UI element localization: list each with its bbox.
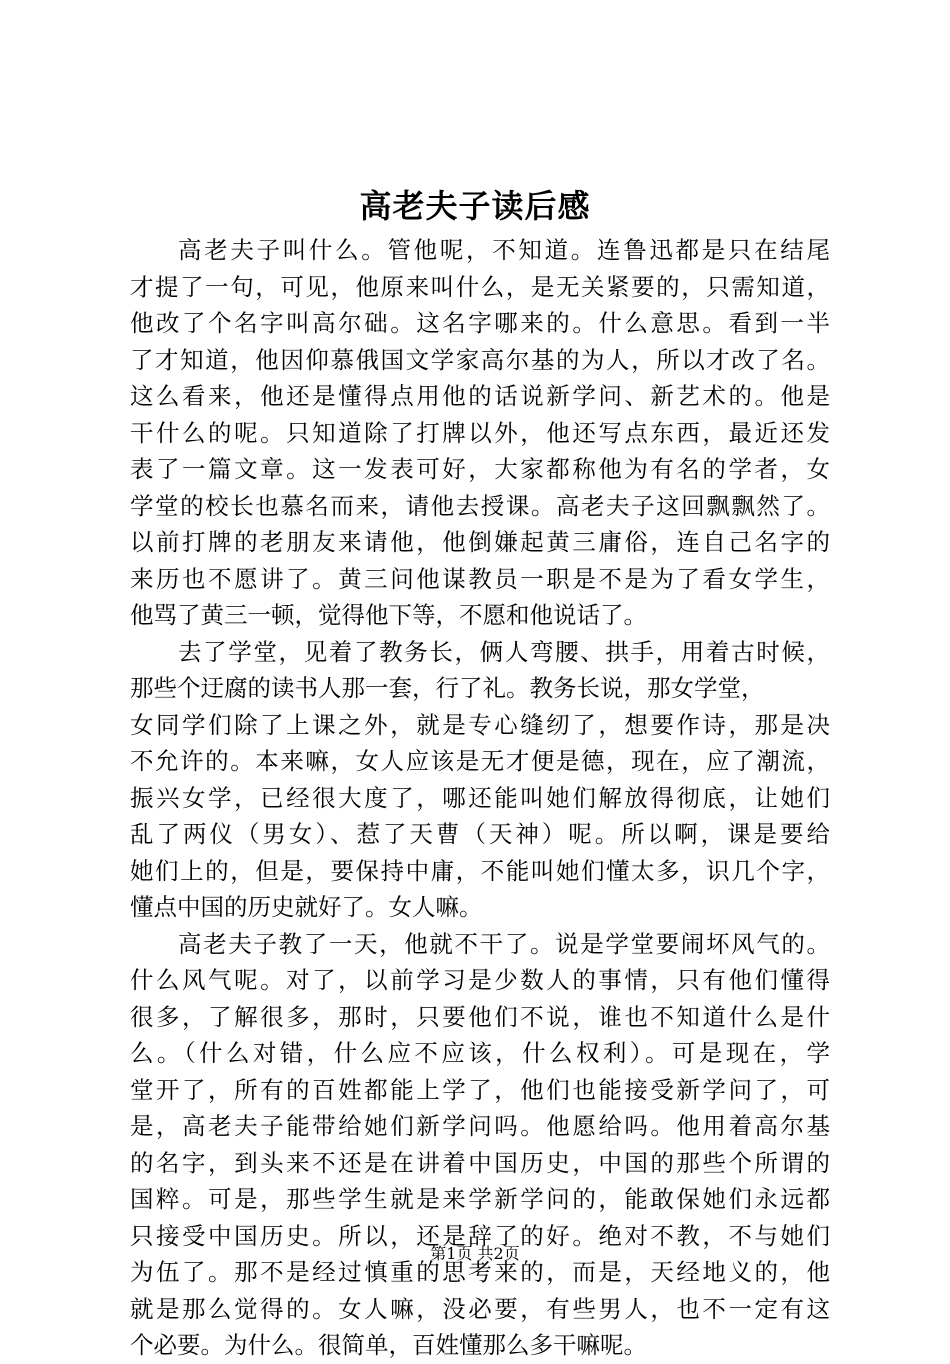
text-line: 只接受中国历史。所以，还是辞了的好。绝对不教，不与她们: [130, 1221, 830, 1250]
text-line: 才提了一句，可见，他原来叫什么，是无关紧要的，只需知道，: [130, 272, 830, 301]
text-line: 个必要。为什么。很简单，百姓懂那么多干嘛呢。: [130, 1331, 647, 1359]
text-line: 她们上的，但是，要保持中庸，不能叫她们懂太多，识几个字，: [130, 856, 830, 885]
paragraph: [130, 926, 830, 1364]
text-line: 学堂的校长也慕名而来，请他去授课。高老夫子这回飘飘然了。: [130, 491, 830, 520]
text-line: 了才知道，他因仰慕俄国文学家高尔基的为人，所以才改了名。: [130, 345, 830, 374]
text-line: 来历也不愿讲了。黄三问他谋教员一职是不是为了看女学生，: [130, 564, 830, 593]
text-line: 他骂了黄三一顿，觉得他下等，不愿和他说话了。: [130, 601, 647, 629]
document-body: [130, 232, 830, 1364]
text-line: 去了学堂，见着了教务长，俩人弯腰、拱手，用着古时候，: [178, 637, 830, 666]
text-line: 高老夫子教了一天，他就不干了。说是学堂要闹坏风气的。: [178, 929, 830, 958]
text-line: 不允许的。本来嘛，女人应该是无才便是德，现在，应了潮流，: [130, 747, 830, 775]
paragraph: [130, 232, 830, 634]
text-line: 什么风气呢。对了，以前学习是少数人的事情，只有他们懂得: [130, 966, 830, 994]
text-line: 他改了个名字叫高尔础。这名字哪来的。什么意思。看到一半: [130, 309, 830, 337]
text-line: 表了一篇文章。这一发表可好，大家都称他为有名的学者，女: [130, 455, 830, 483]
text-line: 是，高老夫子能带给她们新学问吗。他愿给吗。他用着高尔基: [130, 1112, 830, 1140]
text-line: 乱了两仪（男女）、惹了天曹（天神）呢。所以啊，课是要给: [130, 820, 830, 848]
page-footer: 第1页 共2页: [430, 1244, 520, 1263]
paragraph: [130, 634, 830, 926]
text-line: 高老夫子叫什么。管他呢，不知道。连鲁迅都是只在结尾: [178, 236, 830, 264]
text-line: 很多，了解很多，那时，只要他们不说，谁也不知道什么是什: [130, 1002, 830, 1031]
document-title: 高老夫子读后感: [359, 187, 591, 225]
text-line: 为伍了。那不是经过慎重的思考来的，而是，天经地义的，他: [130, 1258, 830, 1286]
text-line: 堂开了，所有的百姓都能上学了，他们也能接受新学问了，可: [130, 1075, 830, 1104]
text-line: 干什么的呢。只知道除了打牌以外，他还写点东西，最近还发: [130, 418, 830, 447]
text-line: 么。（什么对错，什么应不应该，什么权利）。可是现在，学: [130, 1039, 830, 1067]
text-line: 就是那么觉得的。女人嘛，没必要，有些男人，也不一定有这: [130, 1294, 830, 1323]
text-line: 那些个迂腐的读书人那一套，行了礼。教务长说，那女学堂，: [130, 674, 765, 702]
text-line: 这么看来，他还是懂得点用他的话说新学问、新艺术的。他是: [130, 382, 830, 410]
text-line: 国粹。可是，那些学生就是来学新学问的，能敢保她们永远都: [130, 1185, 830, 1213]
text-line: 的名字，到头来不还是在讲着中国历史，中国的那些个所谓的: [130, 1148, 830, 1177]
text-line: 懂点中国的历史就好了。女人嘛。: [130, 893, 483, 921]
text-line: 振兴女学，已经很大度了，哪还能叫她们解放得彻底，让她们: [130, 783, 830, 812]
text-line: 女同学们除了上课之外，就是专心缝纫了，想要作诗，那是决: [130, 710, 830, 739]
text-line: 以前打牌的老朋友来请他，他倒嫌起黄三庸俗，连自己名字的: [130, 528, 830, 556]
